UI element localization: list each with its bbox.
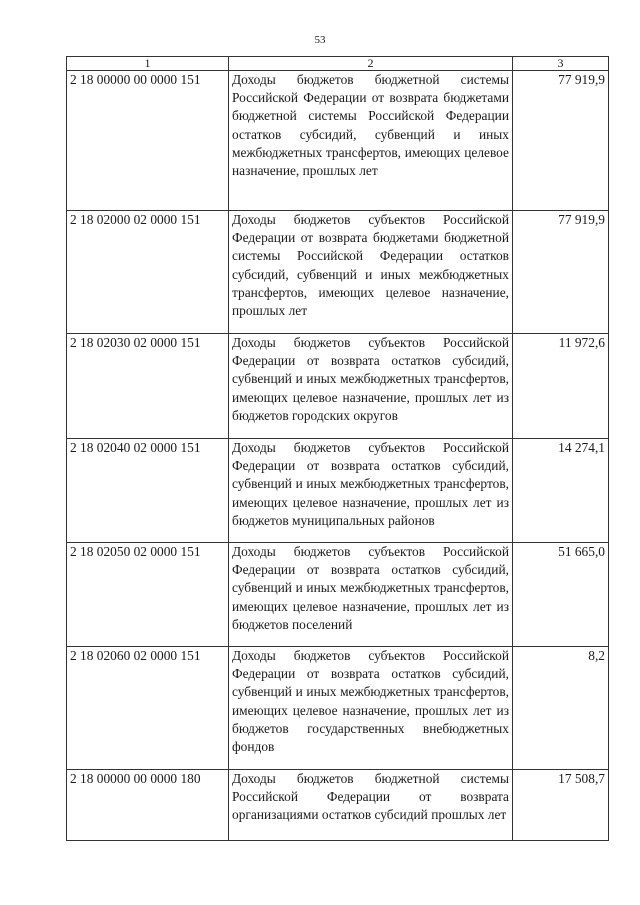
row-amount: 51 665,0: [513, 543, 609, 647]
row-code: 2 18 02060 02 0000 151: [67, 647, 229, 770]
row-description: Доходы бюджетов бюджетной системы Российской Федерации от возврата организациями остатков субсидий прошлых лет: [229, 770, 513, 841]
row-code: 2 18 00000 00 0000 180: [67, 770, 229, 841]
row-code: 2 18 00000 00 0000 151: [67, 71, 229, 211]
table-row: [67, 439, 609, 543]
row-code: 2 18 02050 02 0000 151: [67, 543, 229, 647]
row-description: Доходы бюджетов субъектов Российской Федерации от возврата остатков субсидий, субвенций и иных межбюджетных трансфертов, имеющих целевое назначение, прошлых лет из бюджетов государственных внебюджетных фондов: [229, 647, 513, 770]
row-amount: 8,2: [513, 647, 609, 770]
row-amount: 14 274,1: [513, 439, 609, 543]
table-header-row: [67, 57, 609, 71]
row-amount: 17 508,7: [513, 770, 609, 841]
row-code: 2 18 02040 02 0000 151: [67, 439, 229, 543]
column-header-description: 2: [229, 57, 513, 71]
page-number: 53: [314, 34, 326, 46]
table-row: [67, 71, 609, 211]
row-amount: 77 919,9: [513, 71, 609, 211]
row-amount: 77 919,9: [513, 211, 609, 334]
table-row: [67, 334, 609, 439]
table-row: [67, 770, 609, 841]
column-header-amount: 3: [513, 57, 609, 71]
row-code: 2 18 02030 02 0000 151: [67, 334, 229, 439]
row-description: Доходы бюджетов субъектов Российской Федерации от возврата остатков субсидий, субвенций и иных межбюджетных трансфертов, имеющих целевое назначение, прошлых лет из бюджетов поселений: [229, 543, 513, 647]
row-amount: 11 972,6: [513, 334, 609, 439]
row-description: Доходы бюджетов субъектов Российской Федерации от возврата бюджетами бюджетной системы Российской Федерации остатков субсидий, субвенций и иных межбюджетных трансфертов, имеющих целевое назначение, прошлых лет: [229, 211, 513, 334]
table-row: [67, 543, 609, 647]
table-row: [67, 211, 609, 334]
table-row: [67, 647, 609, 770]
column-header-code: 1: [67, 57, 229, 71]
row-code: 2 18 02000 02 0000 151: [67, 211, 229, 334]
row-description: Доходы бюджетов субъектов Российской Федерации от возврата остатков субсидий, субвенций и иных межбюджетных трансфертов, имеющих целевое назначение, прошлых лет из бюджетов муниципальных районов: [229, 439, 513, 543]
row-description: Доходы бюджетов бюджетной системы Российской Федерации от возврата бюджетами бюджетной системы Российской Федерации остатков субсидий, субвенций и иных межбюджетных трансфертов, имеющих целевое назначение, прошлых лет: [229, 71, 513, 211]
budget-revenue-table: [66, 56, 609, 841]
row-description: Доходы бюджетов субъектов Российской Федерации от возврата остатков субсидий, субвенций и иных межбюджетных трансфертов, имеющих целевое назначение, прошлых лет из бюджетов городских округов: [229, 334, 513, 439]
